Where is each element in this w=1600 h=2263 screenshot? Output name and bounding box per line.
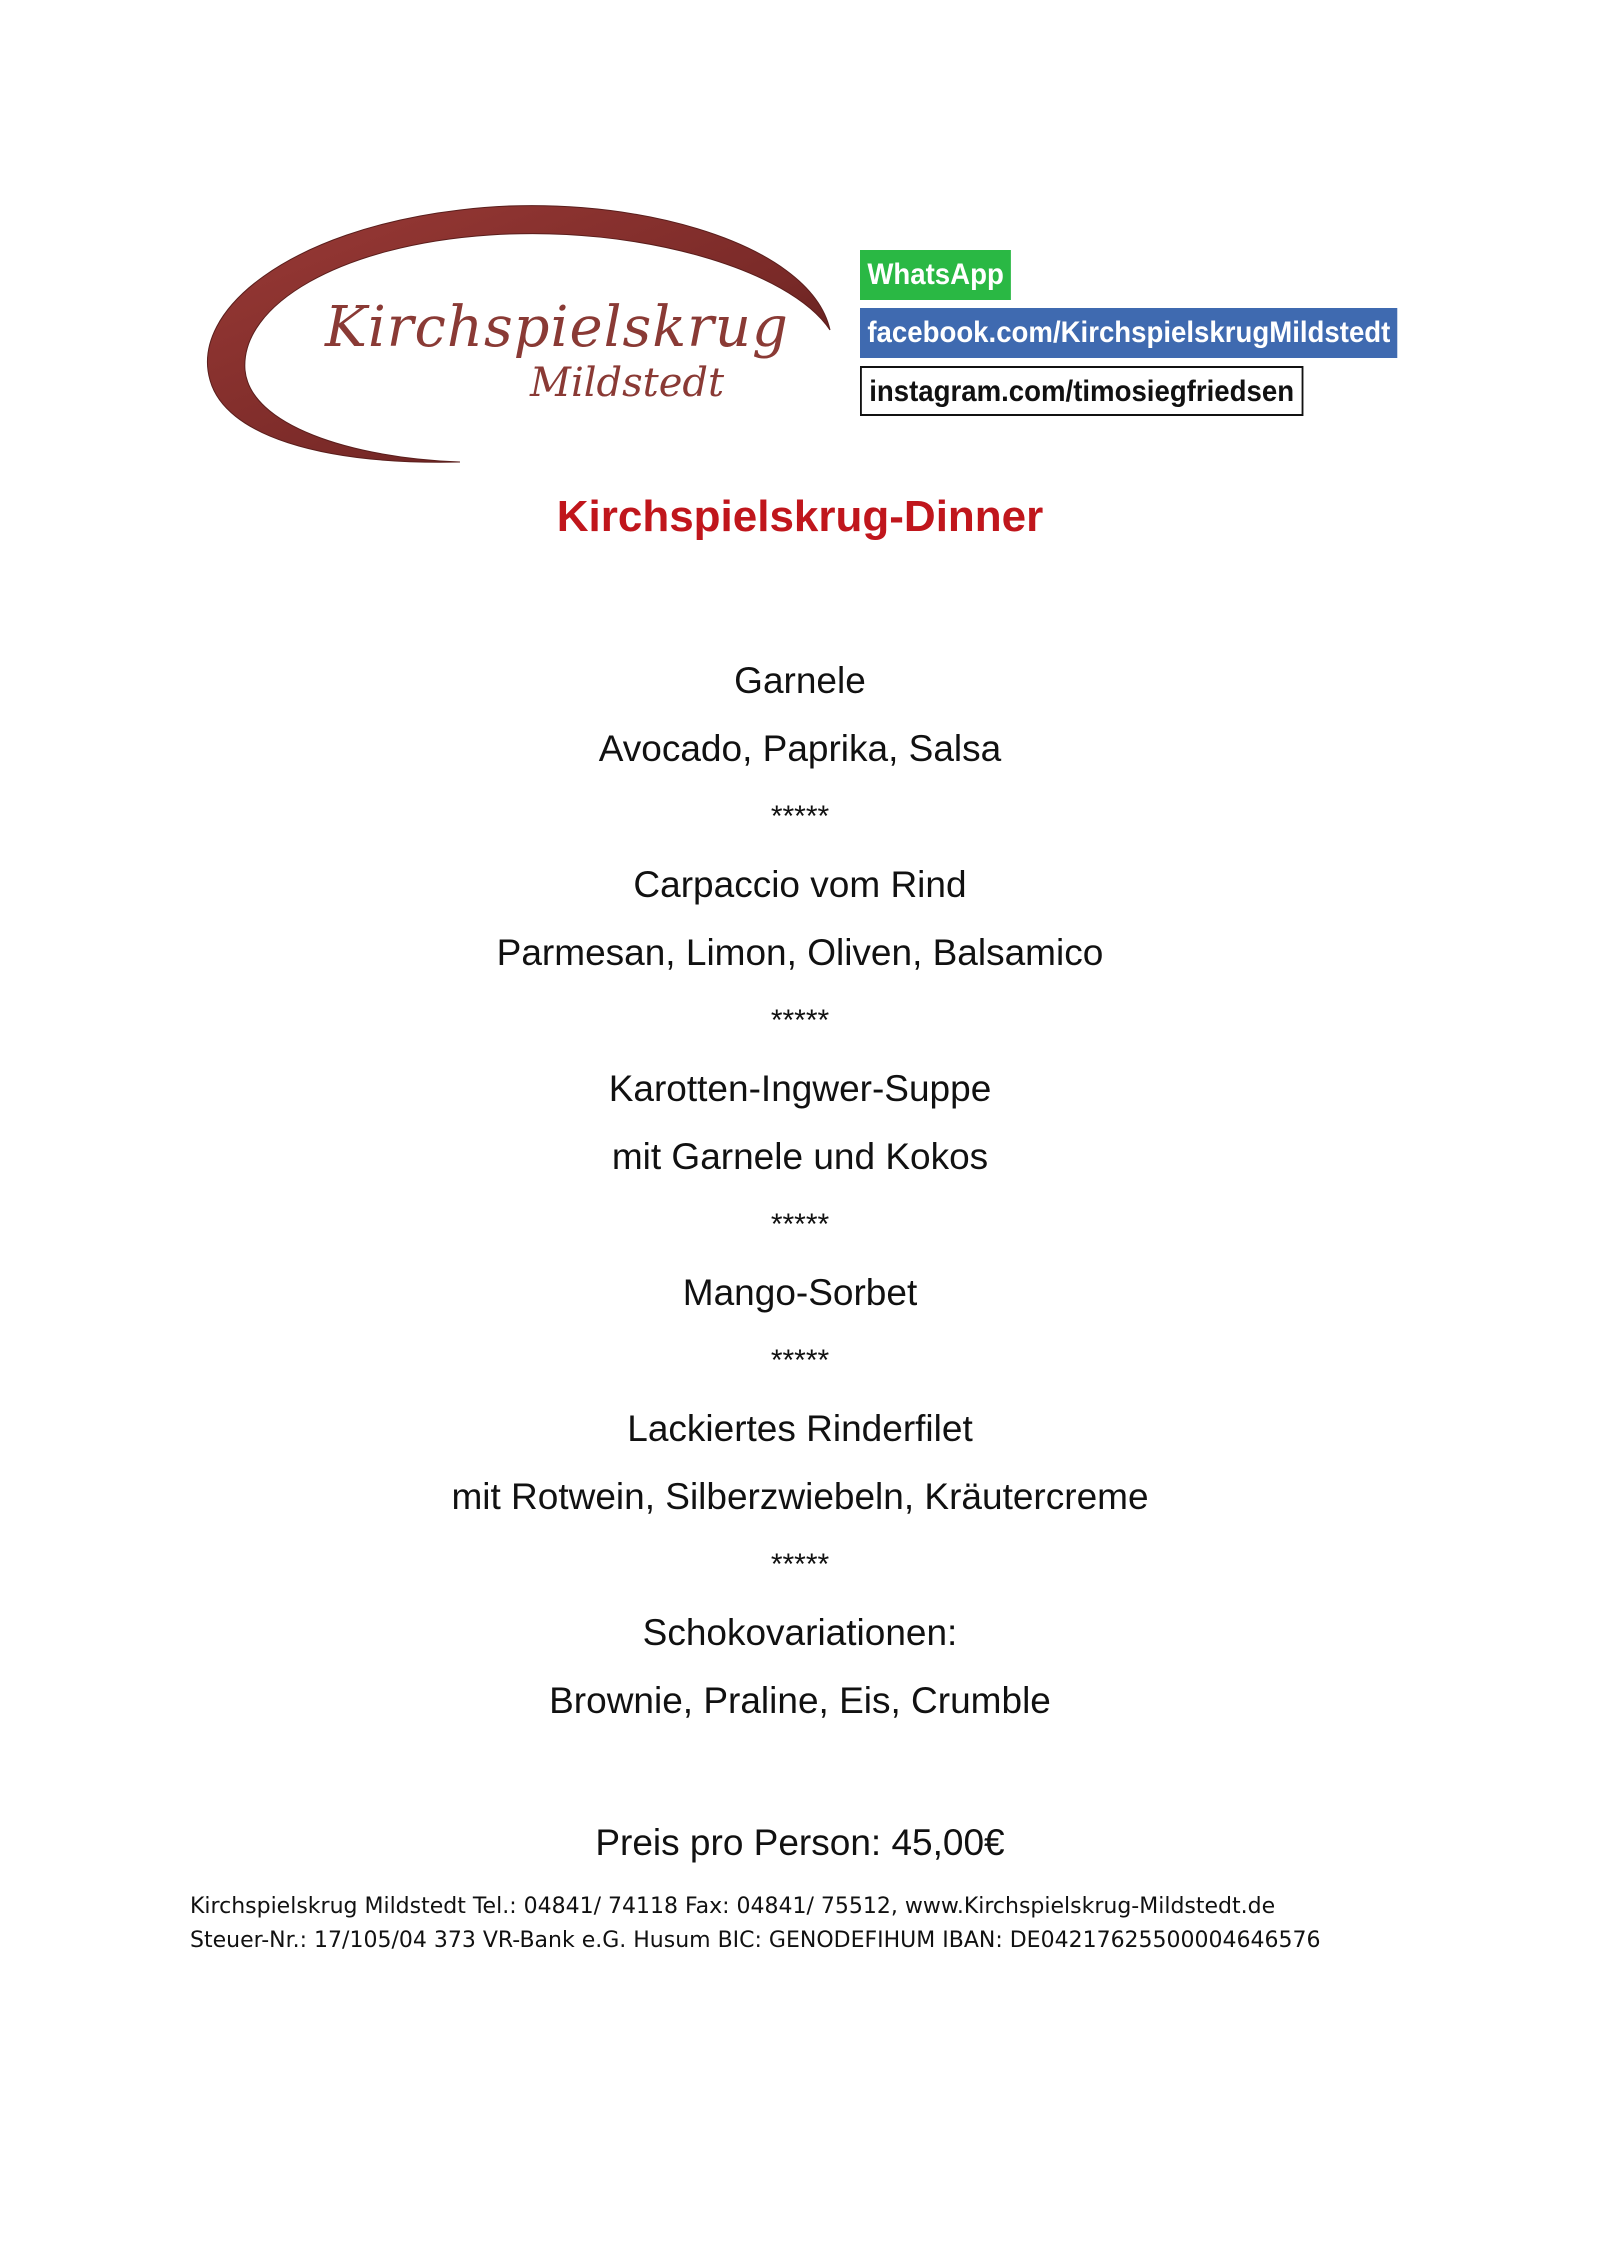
course-separator: ***** bbox=[770, 1344, 830, 1377]
logo-name: Kirchspielskrug bbox=[325, 295, 789, 360]
instagram-link[interactable]: instagram.com/timosiegfriedsen bbox=[860, 366, 1303, 416]
menu-line: Carpaccio vom Rind bbox=[633, 864, 967, 905]
menu-line: Lackiertes Rinderfilet bbox=[627, 1408, 973, 1449]
menu-line: Garnele bbox=[734, 660, 866, 701]
price-per-person: Preis pro Person: 45,00€ bbox=[595, 1822, 1005, 1863]
menu-line: mit Rotwein, Silberzwiebeln, Kräutercreme bbox=[451, 1476, 1149, 1517]
course-separator: ***** bbox=[770, 800, 830, 833]
restaurant-logo bbox=[200, 200, 840, 470]
menu-line: Schokovariationen: bbox=[642, 1612, 958, 1653]
logo-place: Mildstedt bbox=[530, 360, 725, 406]
menu-line: mit Garnele und Kokos bbox=[611, 1136, 989, 1177]
social-links bbox=[860, 250, 1444, 424]
course-separator: ***** bbox=[770, 1004, 830, 1037]
course-separator: ***** bbox=[770, 1548, 830, 1581]
menu-line: Brownie, Praline, Eis, Crumble bbox=[549, 1680, 1051, 1721]
menu-courses bbox=[0, 658, 1600, 1746]
menu-title: Kirchspielskrug-Dinner bbox=[556, 492, 1044, 541]
footer-line-bank: Steuer-Nr.: 17/105/04 373 VR-Bank e.G. Husum BIC: GENODEFIHUM IBAN: DE04217625500004646576 bbox=[190, 1928, 1321, 1953]
course-separator: ***** bbox=[770, 1208, 830, 1241]
menu-line: Karotten-Ingwer-Suppe bbox=[608, 1068, 992, 1109]
menu-line: Mango-Sorbet bbox=[682, 1272, 918, 1313]
footer-contact bbox=[190, 1890, 1321, 1958]
menu-line: Parmesan, Limon, Oliven, Balsamico bbox=[496, 932, 1104, 973]
facebook-link[interactable]: facebook.com/KirchspielskrugMildstedt bbox=[860, 308, 1398, 358]
whatsapp-badge[interactable]: WhatsApp bbox=[860, 250, 1011, 300]
footer-line-contact: Kirchspielskrug Mildstedt Tel.: 04841/ 74118 Fax: 04841/ 75512, www.Kirchspielskrug-Mildstedt.de bbox=[190, 1894, 1276, 1919]
menu-line: Avocado, Paprika, Salsa bbox=[598, 728, 1002, 769]
